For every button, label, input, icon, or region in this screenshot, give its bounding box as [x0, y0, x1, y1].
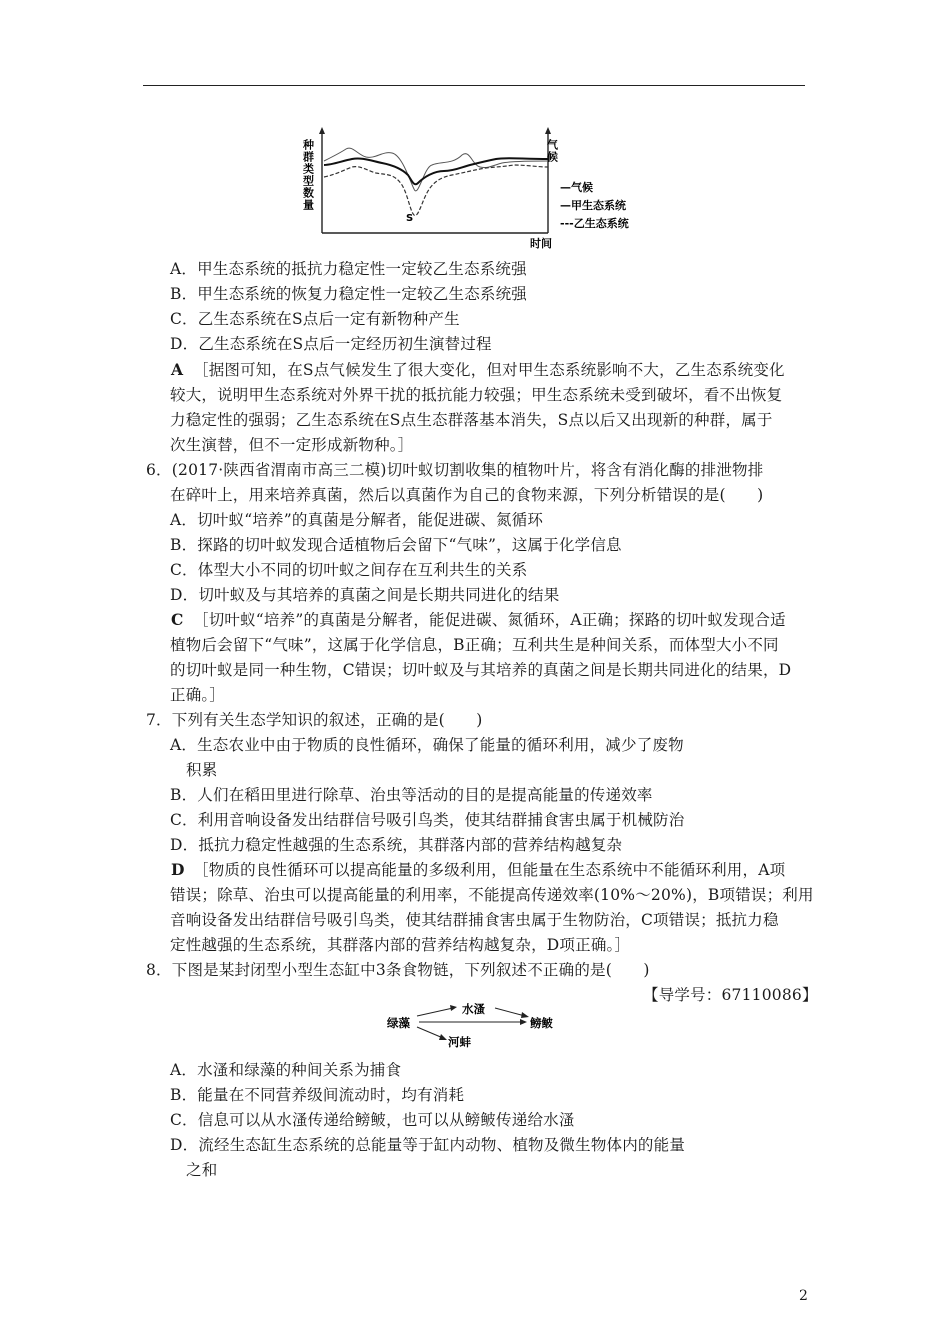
food-web-node-green-algae: 绿藻: [387, 1016, 410, 1030]
q6-explanation-line: 的切叶蚁是同一种生物，C错误；切叶蚁及与其培养的真菌之间是长期共同进化的结果，D: [170, 661, 792, 679]
legend-climate: —气候: [560, 181, 593, 194]
food-web-node-mussel: 河蚌: [448, 1035, 471, 1049]
q5-explanation-line: 力稳定性的强弱；乙生态系统在S点生态群落基本消失，S点以后又出现新的种群，属于: [170, 411, 773, 429]
climate-line: [324, 148, 548, 191]
q7-explanation-line: 音响设备发出结群信号吸引鸟类，使其结群捕食害虫属于生物防治，C项错误；抵抗力稳: [170, 911, 779, 929]
food-web-diagram: [385, 1000, 565, 1050]
q7-explanation-line: ［物质的良性循环可以提高能量的多级利用，但能量在生态系统中不能循环利用，A项: [193, 861, 786, 879]
q6-stem-line: 在碎叶上，用来培养真菌，然后以真菌作为自己的食物来源，下列分析错误的是( ): [170, 486, 764, 504]
q6-option-d: D．切叶蚁及与其培养的真菌之间是长期共同进化的结果: [170, 586, 560, 604]
arrow-algae-to-flea: [417, 1008, 453, 1016]
q5-answer-letter: A: [171, 360, 184, 379]
q8-stem: 8．下图是某封闭型小型生态缸中3条食物链，下列叙述不正确的是( ): [146, 961, 650, 979]
q5-option-b: B．甲生态系统的恢复力稳定性一定较乙生态系统强: [170, 285, 527, 303]
q8-option-a: A．水溞和绿藻的种间关系为捕食: [170, 1061, 402, 1079]
y2-axis-label: 气候: [545, 139, 559, 163]
food-web-node-water-flea: 水溞: [462, 1002, 485, 1016]
arrowhead: [520, 1019, 527, 1025]
q8-option-d-cont: 之和: [186, 1161, 218, 1179]
y-axis-arrow: [319, 127, 325, 134]
q5-explanation-line: 次生演替，但不一定形成新物种。］: [170, 436, 414, 454]
q6-option-b: B．探路的切叶蚁发现合适植物后会留下“气味”，这属于化学信息: [170, 536, 622, 554]
s-point-label: S: [406, 213, 414, 224]
header-rule: [143, 85, 805, 86]
q6-option-c: C．体型大小不同的切叶蚁之间存在互利共生的关系: [170, 561, 528, 579]
legend-ecosystem-a: —甲生态系统: [560, 199, 626, 212]
right-axis-arrow: [545, 127, 551, 134]
arrow-algae-to-mussel: [417, 1027, 443, 1038]
food-web-node-bitterling: 鳑鲏: [530, 1016, 553, 1030]
q7-stem: 7．下列有关生态学知识的叙述，正确的是( ): [146, 711, 483, 729]
q6-option-a: A．切叶蚁“培养”的真菌是分解者，能促进碳、氮循环: [170, 511, 544, 529]
q6-explanation-line: ［切叶蚁“培养”的真菌是分解者，能促进碳、氮循环，A正确；探路的切叶蚁发现合适: [193, 611, 786, 629]
q7-answer-letter: D: [171, 860, 185, 879]
q8-option-b: B．能量在不同营养级间流动时，均有消耗: [170, 1086, 465, 1104]
q5-explanation-line: ［据图可知，在S点气候发生了很大变化，但对甲生态系统影响不大，乙生态系统变化: [193, 361, 785, 379]
page-number: 2: [799, 1288, 808, 1304]
q8-option-c: C．信息可以从水溞传递给鳑鲏，也可以从鳑鲏传递给水溞: [170, 1111, 575, 1129]
q7-explanation-line: 定性越强的生态系统，其群落内部的营养结构越复杂，D项正确。］: [170, 936, 631, 954]
q7-option-a-cont: 积累: [186, 761, 218, 779]
q5-explanation-line: 较大，说明甲生态系统对外界干扰的抵抗能力较强；甲生态系统未受到破坏，看不出恢复: [170, 386, 783, 404]
q5-option-a: A．甲生态系统的抵抗力稳定性一定较乙生态系统强: [170, 260, 527, 278]
q6-explanation-line: 植物后会留下“气味”，这属于化学信息，B正确；互利共生是种间关系，而体型大小不同: [170, 636, 779, 654]
q7-option-d: D．抵抗力稳定性越强的生态系统，其群落内部的营养结构越复杂: [170, 836, 623, 854]
q8-guide-number: 【导学号：67110086】: [643, 986, 818, 1004]
y-axis-label: 种群类型数量: [302, 139, 315, 211]
arrowhead: [439, 1034, 447, 1040]
q6-answer-letter: C: [171, 610, 184, 629]
legend-ecosystem-b: ---乙生态系统: [560, 217, 629, 230]
q5-option-c: C．乙生态系统在S点后一定有新物种产生: [170, 310, 460, 328]
arrow-flea-to-bitterling: [495, 1008, 525, 1016]
q7-explanation-line: 错误；除草、治虫可以提高能量的利用率，不能提高传递效率(10%～20%)，B项错误；利用: [170, 886, 814, 904]
q5-option-d: D．乙生态系统在S点后一定经历初生演替过程: [170, 335, 492, 353]
q8-option-d: D．流经生态缸生态系统的总能量等于缸内动物、植物及微生物体内的能量: [170, 1136, 686, 1154]
q7-option-c: C．利用音响设备发出结群信号吸引鸟类，使其结群捕食害虫属于机械防治: [170, 811, 685, 829]
q7-option-a: A．生态农业中由于物质的良性循环，确保了能量的循环利用，减少了废物: [170, 736, 684, 754]
x-axis-label: 时间: [530, 237, 552, 250]
q6-stem-line: 6．(2017·陕西省渭南市高三二模)切叶蚁切割收集的植物叶片，将含有消化酶的排泄物排: [146, 461, 764, 479]
population-climate-figure: [302, 125, 632, 251]
arrowhead: [521, 1012, 529, 1018]
q7-option-b: B．人们在稻田里进行除草、治虫等活动的目的是提高能量的传递效率: [170, 786, 653, 804]
q6-explanation-line: 正确。］: [170, 686, 226, 704]
arrowhead: [450, 1005, 457, 1011]
